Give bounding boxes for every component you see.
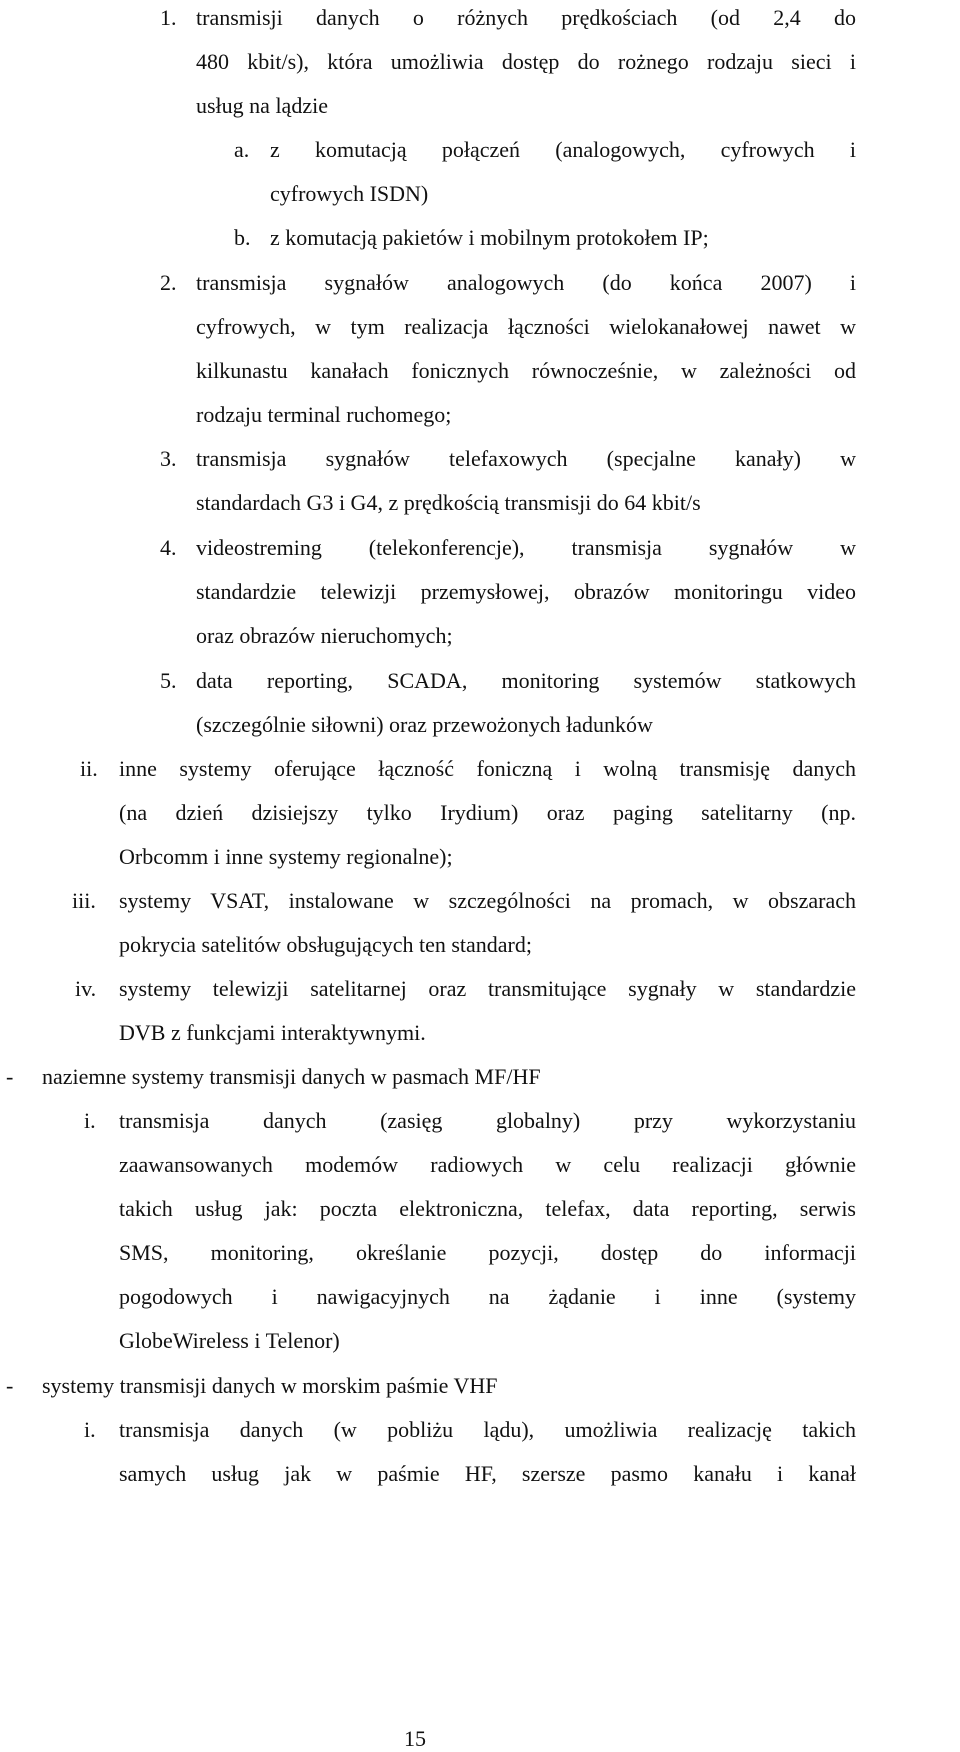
- text-line: systemy telewizji satelitarnej oraz transmitujące sygnały w standardzie: [119, 976, 856, 1001]
- text-line: zaawansowanych modemów radiowych w celu realizacji głównie: [119, 1152, 856, 1177]
- list-marker: 4.: [160, 535, 177, 560]
- list-marker: 1.: [160, 5, 177, 30]
- text-line: z komutacją połączeń (analogowych, cyfrowych i: [270, 137, 856, 162]
- text-line: systemy transmisji danych w morskim paśmie VHF: [42, 1373, 498, 1398]
- text-line: GlobeWireless i Telenor): [119, 1328, 340, 1353]
- text-line: 480 kbit/s), która umożliwia dostęp do rożnego rodzaju sieci i: [196, 49, 856, 74]
- text-line: data reporting, SCADA, monitoring systemów statkowych: [196, 668, 856, 693]
- text-line: transmisja danych (zasięg globalny) przy wykorzystaniu: [119, 1108, 856, 1133]
- text-line: standardach G3 i G4, z prędkością transmisji do 64 kbit/s: [196, 490, 701, 515]
- text-line: transmisja sygnałów telefaxowych (specjalne kanały) w: [196, 446, 856, 471]
- text-line: systemy VSAT, instalowane w szczególności na promach, w obszarach: [119, 888, 856, 913]
- list-marker: i.: [84, 1417, 96, 1442]
- list-marker: iv.: [75, 976, 97, 1001]
- list-marker: b.: [234, 225, 251, 250]
- text-line: transmisji danych o różnych prędkościach (od 2,4 do: [196, 5, 856, 30]
- text-line: videostreming (telekonferencje), transmisja sygnałów w: [196, 535, 856, 560]
- list-marker: iii.: [72, 888, 96, 913]
- text-line: transmisja sygnałów analogowych (do końca 2007) i: [196, 270, 856, 295]
- text-line: standardzie telewizji przemysłowej, obrazów monitoringu video: [196, 579, 856, 604]
- list-marker: 2.: [160, 270, 177, 295]
- text-line: pogodowych i nawigacyjnych na żądanie i inne (systemy: [119, 1284, 856, 1309]
- text-line: oraz obrazów nieruchomych;: [196, 623, 453, 648]
- text-line: (na dzień dzisiejszy tylko Irydium) oraz paging satelitarny (np.: [119, 800, 856, 825]
- text-line: transmisja danych (w pobliżu lądu), umożliwia realizację takich: [119, 1417, 856, 1442]
- list-marker: a.: [234, 137, 250, 162]
- text-line: cyfrowych, w tym realizacja łączności wielokanałowej nawet w: [196, 314, 856, 339]
- text-line: inne systemy oferujące łączność foniczną i wolną transmisję danych: [119, 756, 856, 781]
- text-line: (szczególnie siłowni) oraz przewożonych ładunków: [196, 712, 653, 737]
- text-line: cyfrowych ISDN): [270, 181, 429, 206]
- text-line: DVB z funkcjami interaktywnymi.: [119, 1020, 426, 1045]
- text-line: samych usług jak w paśmie HF, szersze pasmo kanału i kanał: [119, 1461, 856, 1486]
- list-marker: 5.: [160, 668, 177, 693]
- text-line: usług na lądzie: [196, 93, 328, 118]
- text-line: rodzaju terminal ruchomego;: [196, 402, 452, 427]
- text-line: pokrycia satelitów obsługujących ten standard;: [119, 932, 532, 957]
- list-marker: ii.: [80, 756, 98, 781]
- text-line: SMS, monitoring, określanie pozycji, dostęp do informacji: [119, 1240, 856, 1265]
- text-line: naziemne systemy transmisji danych w pasmach MF/HF: [42, 1064, 541, 1089]
- page-number: 15: [404, 1726, 426, 1751]
- text-line: takich usług jak: poczta elektroniczna, telefax, data reporting, serwis: [119, 1196, 856, 1221]
- text-line: Orbcomm i inne systemy regionalne);: [119, 844, 453, 869]
- list-marker: 3.: [160, 446, 177, 471]
- text-line: kilkunastu kanałach fonicznych równocześnie, w zależności od: [196, 358, 856, 383]
- list-marker: -: [6, 1373, 14, 1398]
- text-line: z komutacją pakietów i mobilnym protokołem IP;: [270, 225, 709, 250]
- list-marker: i.: [84, 1108, 96, 1133]
- list-marker: -: [6, 1064, 14, 1089]
